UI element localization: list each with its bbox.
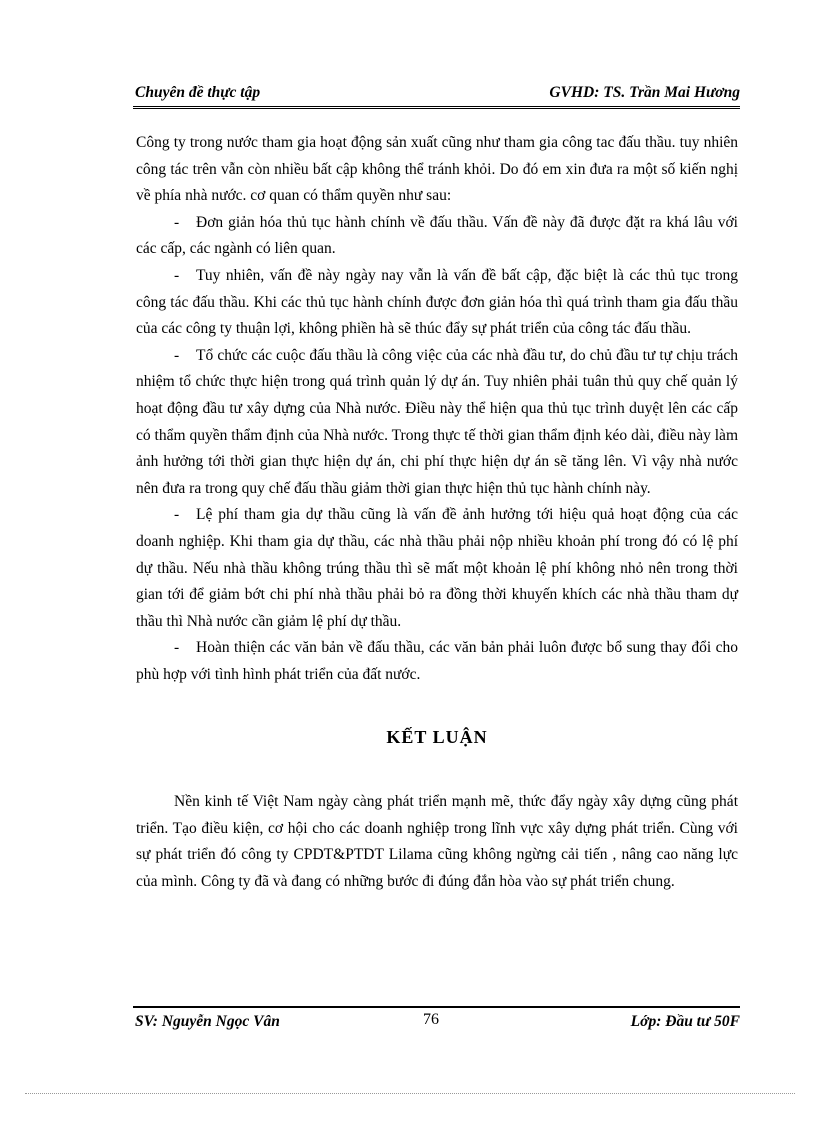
bullet-text: Đơn giản hóa thủ tục hành chính về đấu thầu. Vấn đề này đã được đặt ra khá lâu với các cấp, các ngành có liên quan. <box>136 213 738 258</box>
bullet-marker: - <box>174 639 180 657</box>
bullet-marker: - <box>174 346 180 364</box>
bullet-text: Tuy nhiên, vấn đề này ngày nay vẫn là vấn đề bất cập, đặc biệt là các thủ tục trong công tác đấu thầu. Khi các thủ tục hành chính được đơn giản hóa thì quá trình tham gia đấu thầu của các công ty thuận lợi, không phiền hà sẽ thúc đẩy sự phát triển của công tác đấu thầu. <box>136 266 738 338</box>
bullet-marker: - <box>174 213 180 231</box>
bullet-item <box>136 210 738 263</box>
page-content <box>136 130 738 895</box>
page-footer <box>133 1006 740 1036</box>
page-edge-divider <box>25 1093 795 1094</box>
bullet-item <box>136 343 738 503</box>
footer-student: SV: Nguyễn Ngọc Vân <box>135 1013 280 1030</box>
header-supervisor: GVHD: TS. Trần Mai Hương <box>549 84 740 101</box>
bullet-item <box>136 263 738 343</box>
bullet-text: Hoàn thiện các văn bản về đấu thầu, các văn bản phải luôn được bổ sung thay đổi cho phù hợp với tình hình phát triển của đất nước. <box>136 639 738 683</box>
bullet-marker: - <box>174 266 180 284</box>
intro-paragraph: Công ty trong nước tham gia hoạt động sản xuất cũng như tham gia công tac đấu thầu. tuy nhiên công tác trên vẫn còn nhiều bất cập không thể tránh khỏi. Do đó em xin đưa ra một số kiến nghị về phía nhà nước. cơ quan có thẩm quyền như sau: <box>136 134 738 205</box>
conclusion-paragraph: Nền kinh tế Việt Nam ngày càng phát triển mạnh mẽ, thức đẩy ngày xây dựng cũng phát triển. Tạo điều kiện, cơ hội cho các doanh nghiệp trong lĩnh vực xây dựng phát triển. Cùng với sự phát triển đó công ty CPDT&PTDT Lilama cũng không ngừng cải tiến , nâng cao năng lực của mình. Công ty đã và đang có những bước đi đúng đắn hòa vào sự phát triển chung. <box>136 793 738 890</box>
page-header <box>133 82 740 109</box>
bullet-text: Lệ phí tham gia dự thầu cũng là vấn đề ảnh hưởng tới hiệu quả hoạt động của các doanh nghiệp. Khi tham gia dự thầu, các nhà thầu phải nộp nhiều khoản phí trong đó có lệ phí dự thầu. Nếu nhà thầu không trúng thầu thì sẽ mất một khoản lệ phí không nhỏ nên trong thời gian tới để giảm bớt chi phí nhà thầu phải bỏ ra đồng thời khuyến khích các nhà thầu tham dự thầu thì Nhà nước cần giảm lệ phí dự thầu. <box>136 506 738 630</box>
bullet-text: Tổ chức các cuộc đấu thầu là công việc của các nhà đầu tư, do chủ đầu tư tự chịu trách nhiệm tổ chức thực hiện trong quá trình quản lý dự án. Tuy nhiên phải tuân thủ quy chế quản lý hoạt động đầu tư xây dựng của Nhà nước. Điều này thể hiện qua thủ tục trình duyệt lên các cấp có thẩm quyền thẩm định của Nhà nước. Trong thực tế thời gian thẩm định kéo dài, điều này làm ảnh hưởng tới thời gian thực hiện dự án, chi phí thực hiện dự án sẽ tăng lên. Vì vậy nhà nước nên đưa ra trong quy chế đấu thầu giảm thời gian thực hiện thủ tục hành chính này. <box>136 346 738 497</box>
footer-class: Lớp: Đầu tư 50F <box>630 1013 740 1030</box>
bullet-item <box>136 502 738 635</box>
header-document-type: Chuyên đề thực tập <box>135 84 261 101</box>
bullet-marker: - <box>174 506 180 524</box>
section-title: KẾT LUẬN <box>386 727 488 748</box>
page-number: 76 <box>423 1011 439 1028</box>
bullet-item <box>136 635 738 688</box>
